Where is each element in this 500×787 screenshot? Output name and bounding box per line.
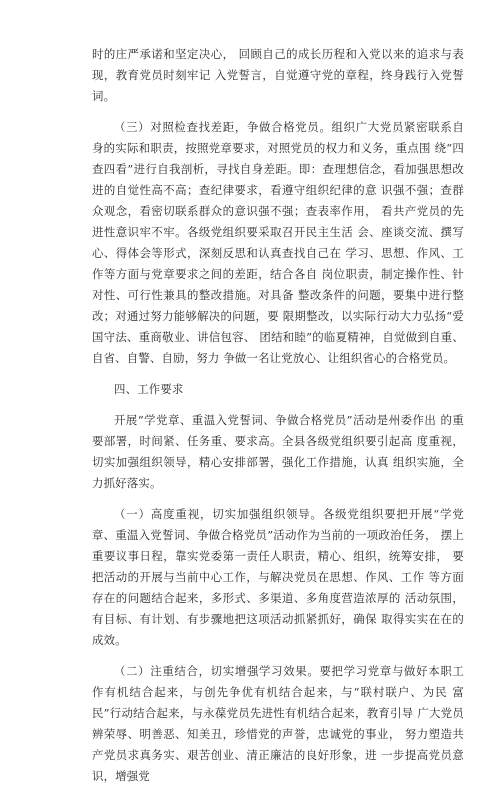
paragraph-self-examination: （三）对照检查找差距，争做合格党员。组织广大党员紧密联系自 身的实际和职责，按照党章要求，对照党员的权力和义务，重点围 绕“四查四看”进行自我剖析，寻找自身差距。即：查理想信念，看加强思想改进的自觉性高不高；查纪律要求，看遵守组织纪律的意 识强不强；查群众观念，看密切联系群众的意识强不强；查表率作用， 看共产党员的先进性意识牢不牢。各级党组织要采取召开民主生活 会、座谈交流、撰写心、得体会等形式，深刻反思和认真查找自己在 学习、思想、作风、工作等方面与党章要求之间的差距，结合各自 岗位职责，制定操作性、针对性、可行性兼具的整改措施。对具备 整改条件的问题，要集中进行整改；对通过努力能够解决的问题，要 限期整改，以实际行动大力弘扬“爱国守法、重商敬业、讲信包容、 团结和睦”的临夏精神，自觉做到自重、自省、自警、自励，努力 争做一名让党放心、让组织省心的合格党员。 bbox=[92, 120, 464, 365]
paragraph-organization-leadership: （一）高度重视，切实加强组织领导。各级党组织要把开展“学党 章、重温入党誓词、争做合格党员”活动作为当前的一项政治任务， 摆上重要议事日程，靠实党委第一责任人职责，精心、组织，统筹安排， 要把活动的开展与当前中心工作，与解决党员在思想、作风、工作 等方面存在的问题结合起来，多形式、多渠道、多角度营造浓厚的 活动氛围，有目标、有计划、有步骤地把这项活动抓紧抓好，确保 取得实实在在的成效。 bbox=[92, 507, 464, 647]
paragraph-activity-intro: 开展“学党章、重温入党誓词、争做合格党员”活动是州委作出 的重要部署，时间紧、任务重、要求高。全县各级党组织要引起高 度重视，切实加强组织领导，精心安排部署，强化工作措施，认真 组织实施，全力抓好落实。 bbox=[92, 413, 464, 490]
paragraph-spacer bbox=[92, 107, 464, 117]
paragraph-spacer bbox=[92, 651, 464, 661]
paragraph-learning-effect: （二）注重结合，切实增强学习效果。要把学习党章与做好本职工 作有机结合起来，与创先争优有机结合起来，与“联村联户、为民 富民”行动结合起来，与永葆党员先进性有机结合起来，教育引导 广大党员辨荣辱、明善恶、知美丑，珍惜党的声誉，忠诚党的事业， 努力塑造共产党员求真务实、艰苦创业、清正廉洁的良好形象，进 一步提高党员意识，增强党 bbox=[92, 664, 464, 783]
section-heading-work-requirements: 四、工作要求 bbox=[114, 382, 184, 396]
document-body bbox=[92, 44, 464, 787]
paragraph-spacer bbox=[92, 369, 464, 379]
paragraph-spacer bbox=[92, 400, 464, 410]
paragraph-oath-continuation: 时的庄严承诺和坚定决心， 回顾自己的成长历程和入党以来的追求与表现，教育党员时刻牢记 入党誓言，自觉遵守党的章程，终身践行入党誓词。 bbox=[92, 47, 464, 103]
paragraph-spacer bbox=[92, 494, 464, 504]
